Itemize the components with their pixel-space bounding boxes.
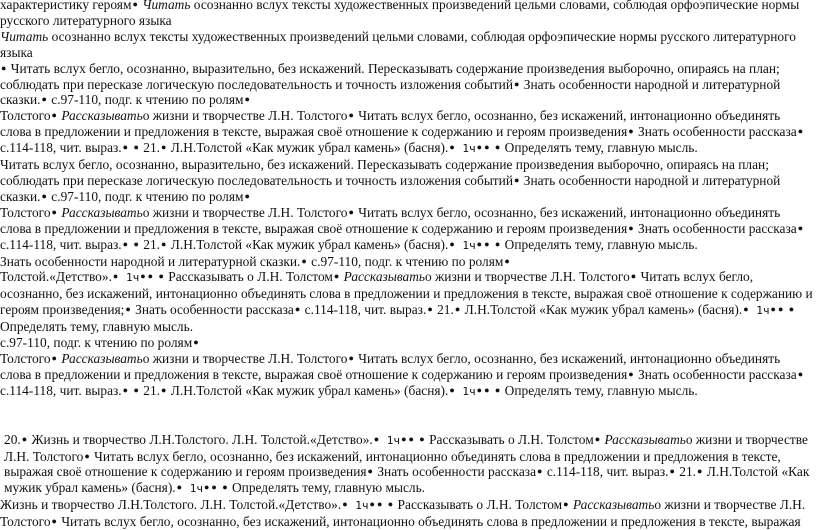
bullet-icon: ● bbox=[133, 238, 139, 249]
text-run: Знать особенности рассказа bbox=[634, 124, 797, 140]
text-run: Определять тему, главную мысль. bbox=[228, 480, 426, 496]
bullet-icon: ● bbox=[504, 255, 510, 266]
text-run: Жизнь и творчество Л.Н.Толстого. Л.Н. Толстой.«Детство». bbox=[0, 497, 342, 513]
bullet-icon: ● bbox=[594, 433, 601, 444]
text-run: Л.Н.Толстой «Как мужик убрал камень» (басня). bbox=[167, 382, 449, 398]
text-run: Знать особенности рассказа bbox=[131, 302, 294, 318]
text-run: Определять тему, главную мысль. bbox=[0, 319, 194, 335]
bullet-icon: ● bbox=[449, 142, 455, 153]
bullet-icon: ● bbox=[122, 384, 129, 395]
bullet-icon: ● bbox=[132, 0, 138, 9]
bullet-icon: ● bbox=[476, 142, 483, 153]
bullet-icon: ● bbox=[1, 62, 7, 73]
bullet-icon: ● bbox=[112, 271, 119, 282]
bullet-icon: ● bbox=[333, 271, 340, 282]
text-run: Читать вслух бегло, осознанно, без искажений, интонационно объединять слова в предложении и предложения в тексте, выражая своё отношение к содержанию и героям произведения bbox=[0, 350, 781, 382]
bullet-icon: ● bbox=[797, 126, 804, 137]
text-run: Читать вслух бегло, осознанно, выразительно, без искажений. Пересказывать содержание произведения выборочно, опираясь на план; соблюдать при пересказе логическую последовательность и точность изложения событий bbox=[0, 157, 769, 188]
text-paragraph bbox=[0, 254, 816, 270]
text-run bbox=[383, 497, 386, 512]
text-run: Л.Н.Толстой «Как мужик убрал камень» (басня). bbox=[167, 140, 449, 156]
text-run: с.114-118, чит. выраз. bbox=[0, 382, 122, 398]
text-run: Читать вслух бегло, осознанно, выразительно, без искажений. Пересказывать содержание произведения выборочно, опираясь на план; соблюдать при пересказе логическую последовательность и точность изложения событий bbox=[0, 60, 780, 92]
italic-text-run: Рассказывать bbox=[61, 108, 143, 124]
italic-text-run: Рассказывать bbox=[343, 269, 426, 285]
text-run: 1ч bbox=[455, 238, 476, 252]
text-run bbox=[491, 237, 494, 252]
bullet-icon: ● bbox=[387, 499, 394, 510]
bullet-icon: ● bbox=[348, 110, 354, 121]
text-run bbox=[129, 140, 132, 155]
text-paragraph bbox=[0, 335, 816, 351]
bullet-icon: ● bbox=[161, 238, 167, 249]
bullet-icon: ● bbox=[176, 482, 183, 493]
bullet-icon: ● bbox=[342, 499, 348, 510]
text-paragraph bbox=[0, 108, 816, 157]
bullet-icon: ● bbox=[669, 466, 675, 477]
bullet-icon: ● bbox=[373, 433, 380, 444]
bullet-icon: ● bbox=[41, 94, 47, 105]
text-run bbox=[154, 269, 157, 284]
bullet-icon: ● bbox=[211, 482, 217, 493]
bullet-icon: ● bbox=[369, 499, 375, 510]
text-run: Рассказывать о Л.Н. Толстом bbox=[425, 431, 594, 447]
text-paragraph bbox=[0, 205, 816, 254]
bullet-icon: ● bbox=[122, 142, 129, 153]
text-paragraph bbox=[0, 0, 816, 29]
bullet-icon: ● bbox=[484, 142, 490, 153]
text-run bbox=[491, 140, 494, 155]
bullet-icon: ● bbox=[628, 368, 634, 379]
bullet-icon: ● bbox=[797, 368, 804, 379]
text-run: 1ч bbox=[348, 499, 369, 513]
bullet-icon: ● bbox=[401, 433, 407, 444]
bullet-icon: ● bbox=[84, 450, 90, 461]
italic-text-run: Рассказывать bbox=[61, 204, 143, 220]
bullet-icon: ● bbox=[147, 271, 154, 282]
text-paragraph bbox=[0, 61, 816, 109]
bullet-icon: ● bbox=[454, 304, 461, 315]
bullet-icon: ● bbox=[476, 384, 483, 395]
text-paragraph bbox=[0, 29, 816, 61]
text-run: о жизни и творчестве Л.Н. Толстого bbox=[425, 269, 630, 285]
bullet-icon: ● bbox=[51, 516, 57, 527]
text-run bbox=[218, 480, 221, 495]
bullet-icon: ● bbox=[537, 466, 543, 477]
text-run: Толстой.«Детство». bbox=[0, 269, 112, 285]
text-run: 1ч bbox=[455, 384, 476, 398]
bullet-icon: ● bbox=[376, 499, 383, 510]
bullet-icon: ● bbox=[367, 466, 373, 477]
text-run bbox=[784, 302, 787, 317]
text-run: Знать особенности рассказа bbox=[634, 366, 797, 382]
text-run: Читать вслух бегло, осознанно, без искажений, интонационно объединять слова в предложении и предложения в тексте, выражая своё отношение к содержанию и героям произведения bbox=[4, 448, 781, 480]
bullet-icon: ● bbox=[244, 94, 250, 105]
bullet-icon: ● bbox=[563, 499, 569, 510]
bullet-icon: ● bbox=[41, 190, 47, 201]
bullet-icon: ● bbox=[133, 384, 139, 395]
italic-text-run: Читать bbox=[0, 28, 49, 44]
bullet-icon: ● bbox=[51, 352, 57, 363]
text-run: с.114-118, чит. выраз. bbox=[0, 236, 122, 252]
bullet-icon: ● bbox=[222, 482, 228, 493]
bullet-icon: ● bbox=[494, 384, 501, 395]
text-run: Знать особенности народной и литературной сказки. bbox=[0, 172, 781, 204]
text-run: с.97-110, подг. к чтению по ролям bbox=[47, 188, 244, 204]
text-run: 21. bbox=[139, 236, 160, 252]
text-run: Толстого bbox=[0, 204, 51, 220]
text-run: 1ч bbox=[749, 304, 770, 318]
text-run: Рассказывать о Л.Н. Толстом bbox=[164, 269, 333, 285]
bullet-icon: ● bbox=[125, 304, 131, 315]
bullet-icon: ● bbox=[514, 174, 520, 185]
text-run: Читать вслух бегло, осознанно, без искажений, интонационно объединять слова в предложении и предложения в тексте, выражая своё отношение к содержанию и героям произведения bbox=[0, 204, 781, 236]
text-run: о жизни и творчестве Л.Н. Толстого bbox=[142, 108, 348, 124]
text-run: Л.Н.Толстой «Как мужик убрал камень» (басня). bbox=[4, 464, 810, 496]
bullet-icon: ● bbox=[743, 304, 749, 315]
text-run: Определять тему, главную мысль. bbox=[501, 382, 698, 398]
text-run: 1ч bbox=[183, 482, 203, 496]
bullet-icon: ● bbox=[158, 271, 164, 282]
text-run bbox=[415, 432, 418, 447]
bullet-icon: ● bbox=[697, 466, 703, 477]
text-run: 21. bbox=[139, 140, 160, 156]
bullet-icon: ● bbox=[348, 352, 354, 363]
bullet-icon: ● bbox=[494, 142, 501, 153]
text-run: Определять тему, главную мысль. bbox=[501, 140, 698, 156]
text-run bbox=[491, 383, 494, 398]
bullet-icon: ● bbox=[628, 222, 634, 233]
text-run: Знать особенности рассказа bbox=[373, 464, 537, 480]
text-run: Л.Н.Толстой «Как мужик убрал камень» (басня). bbox=[461, 302, 743, 318]
bullet-icon: ● bbox=[161, 142, 167, 153]
bullet-icon: ● bbox=[348, 206, 354, 217]
text-run: с.114-118, чит. выраз. bbox=[301, 302, 427, 318]
text-run: Толстого bbox=[0, 350, 51, 366]
text-run: 21. bbox=[675, 464, 697, 480]
text-run: осознанно вслух тексты художественных произведений цельми словами, соблюдая орфоэпические нормы русского литературного языка bbox=[0, 28, 796, 60]
bullet-icon: ● bbox=[797, 222, 804, 233]
text-run: с.114-118, чит. выраз. bbox=[543, 464, 669, 480]
text-run: с.114-118, чит. выраз. bbox=[0, 140, 122, 156]
text-run: 21. bbox=[139, 382, 160, 398]
bullet-icon: ● bbox=[484, 384, 490, 395]
bullet-icon: ● bbox=[449, 238, 455, 249]
text-run: Жизнь и творчество Л.Н.Толстого. Л.Н. Толстой.«Детство». bbox=[28, 431, 373, 447]
text-paragraph bbox=[0, 157, 816, 205]
italic-text-run: Рассказывать bbox=[572, 497, 655, 513]
text-run: 20. bbox=[4, 431, 21, 447]
text-run: 1ч bbox=[455, 142, 476, 156]
bullet-icon: ● bbox=[51, 206, 57, 217]
bullet-icon: ● bbox=[122, 238, 129, 249]
text-run: осознанно вслух тексты художественных произведений цельми словами, соблюдая орфоэпические нормы русского литературного языка bbox=[0, 0, 800, 28]
bullet-icon: ● bbox=[193, 337, 199, 348]
text-run: 21. bbox=[433, 302, 454, 318]
bullet-icon: ● bbox=[628, 126, 634, 137]
text-run bbox=[129, 383, 132, 398]
bullet-icon: ● bbox=[419, 433, 425, 444]
text-run: о жизни и творчестве Л.Н. Толстого bbox=[142, 350, 348, 366]
text-run: Рассказывать о Л.Н. Толстом bbox=[394, 497, 563, 513]
text-run: Л.Н.Толстой «Как мужик убрал камень» (басня). bbox=[167, 236, 449, 252]
italic-text-run: Рассказывать bbox=[61, 350, 143, 366]
text-run: 1ч bbox=[380, 433, 401, 447]
text-run: Знать особенности рассказа bbox=[634, 220, 797, 236]
bullet-icon: ● bbox=[427, 304, 433, 315]
bullet-icon: ● bbox=[244, 190, 250, 201]
bullet-icon: ● bbox=[770, 304, 776, 315]
text-run bbox=[129, 237, 132, 252]
bullet-icon: ● bbox=[133, 142, 139, 153]
text-run: Читать вслух бегло, осознанно, без искажений, интонационно объединять слова в предложении и предложения в тексте, выражая своё отношение к содержанию и героям произведения bbox=[0, 108, 781, 140]
bullet-icon: ● bbox=[449, 384, 455, 395]
text-paragraph bbox=[0, 269, 816, 335]
bullet-icon: ● bbox=[301, 255, 307, 266]
text-run: о жизни и творчестве Л.Н. Толстого bbox=[0, 497, 806, 530]
text-run: Толстого bbox=[0, 108, 51, 124]
text-run: 1ч bbox=[119, 271, 140, 285]
text-paragraph bbox=[0, 351, 816, 400]
bullet-icon: ● bbox=[21, 433, 28, 444]
bullet-icon: ● bbox=[203, 482, 210, 493]
text-run: Знать особенности народной и литературной сказки. bbox=[0, 253, 301, 269]
bullet-icon: ● bbox=[630, 271, 637, 282]
bullet-icon: ● bbox=[476, 238, 483, 249]
paragraph-spacer bbox=[0, 400, 816, 432]
italic-text-run: Читать bbox=[142, 0, 191, 12]
italic-text-run: Рассказывать bbox=[604, 431, 686, 447]
text-run: с.97-110, подг. к чтению по ролям bbox=[307, 253, 504, 269]
text-run: характеристику героям bbox=[0, 0, 132, 12]
bullet-icon: ● bbox=[514, 78, 520, 89]
text-run: Читать вслух бегло, осознанно, без искажений, интонационно объединять слова в предложении и предложения в тексте, выражая своё отношение к содержанию и героям произведения; bbox=[0, 269, 813, 318]
text-run: Определять тему, главную мысль. bbox=[501, 236, 698, 252]
text-run: о жизни и творчестве Л.Н. Толстого bbox=[4, 431, 808, 464]
bullet-icon: ● bbox=[51, 110, 57, 121]
bullet-icon: ● bbox=[788, 304, 795, 315]
text-run: о жизни и творчестве Л.Н. Толстого bbox=[142, 204, 348, 220]
bullet-icon: ● bbox=[777, 304, 784, 315]
text-run: с.97-110, подг. к чтению по ролям bbox=[0, 335, 193, 351]
bullet-icon: ● bbox=[140, 271, 146, 282]
text-run: с.97-110, подг. к чтению по ролям bbox=[47, 92, 244, 108]
bullet-icon: ● bbox=[494, 238, 501, 249]
bullet-icon: ● bbox=[294, 304, 301, 315]
bullet-icon: ● bbox=[161, 384, 167, 395]
bullet-icon: ● bbox=[408, 433, 414, 444]
text-run: Читать вслух бегло, осознанно, без искажений, интонационно объединять слова в предложении и предложения в тексте, выражая bbox=[57, 514, 801, 530]
bullet-icon: ● bbox=[484, 238, 490, 249]
text-run: Знать особенности народной и литературной сказки. bbox=[0, 76, 781, 108]
text-paragraph bbox=[0, 432, 816, 498]
text-paragraph bbox=[0, 497, 816, 530]
